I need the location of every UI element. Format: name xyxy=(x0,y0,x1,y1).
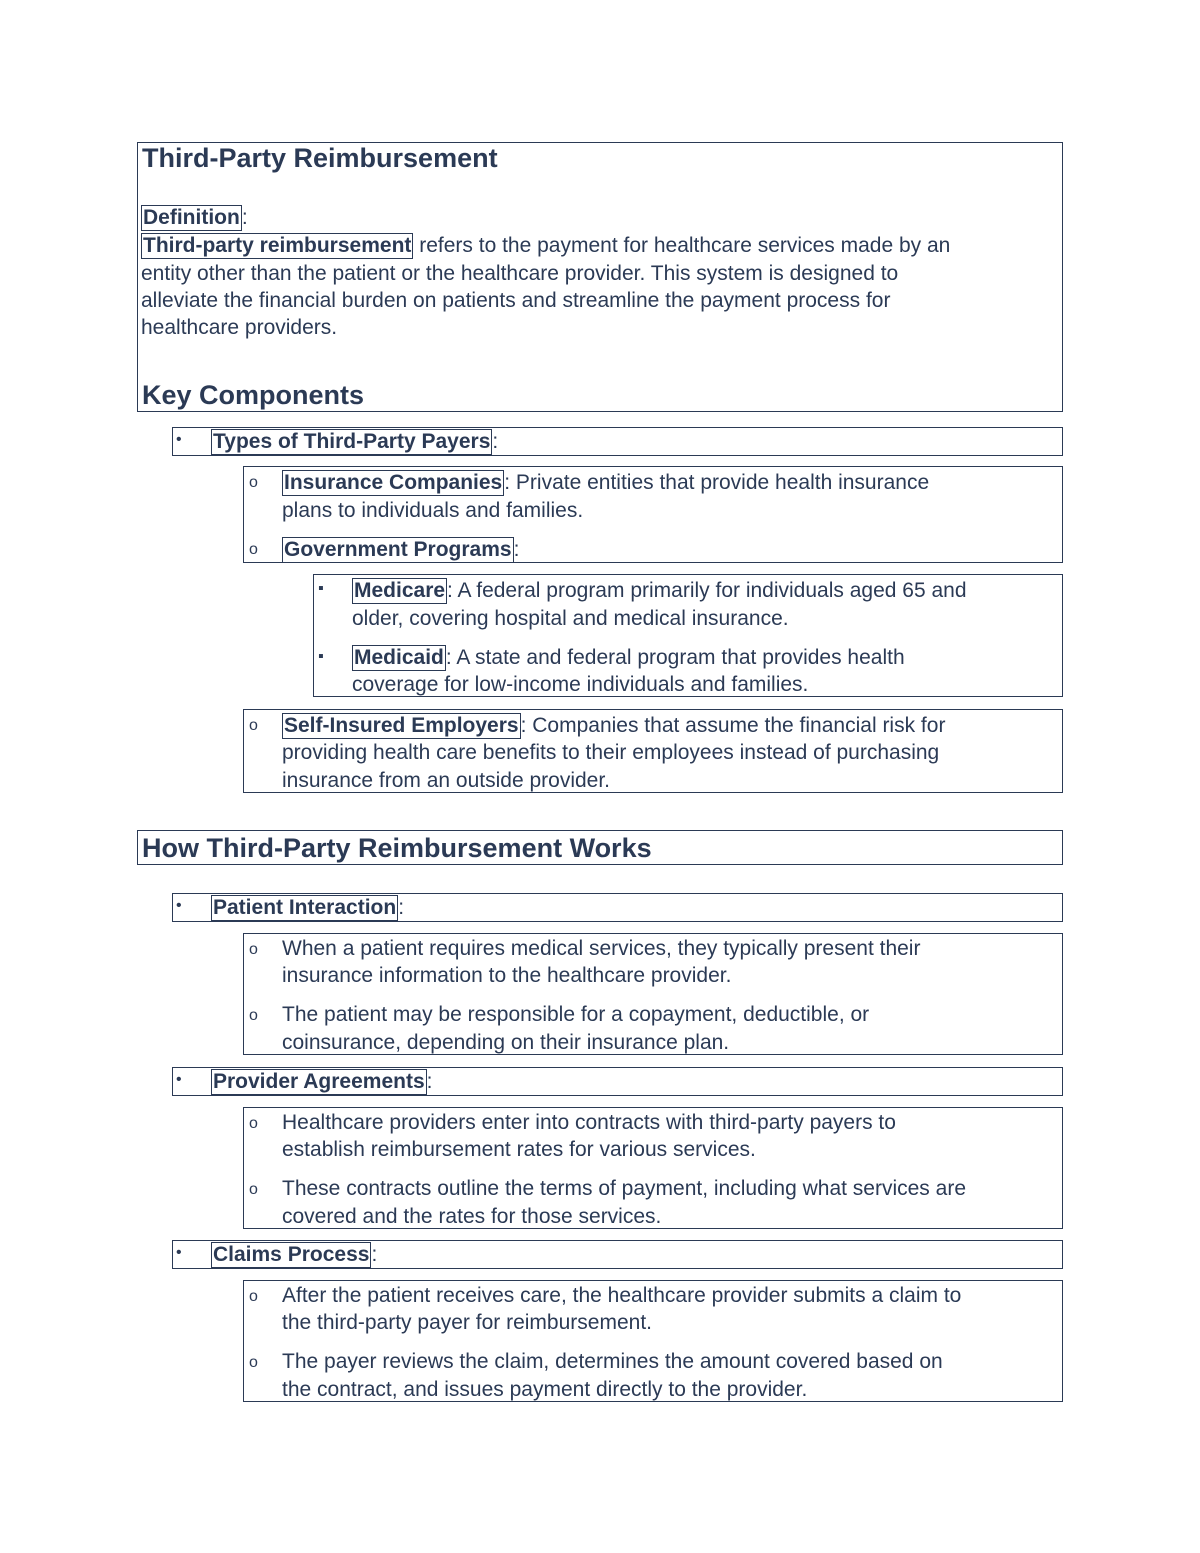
definition-line-3: alleviate the financial burden on patients and streamline the payment process for xyxy=(141,289,891,312)
self-insured-label: Self-Insured Employers xyxy=(284,714,519,737)
medicaid-text-1: : A state and federal program that provides health xyxy=(445,646,905,669)
bullet-l2: o xyxy=(249,717,258,734)
bullet-l1: • xyxy=(176,897,182,914)
document-title: Third-Party Reimbursement xyxy=(142,143,498,173)
bullet-l2: o xyxy=(249,1007,258,1024)
provider-item-2-line-2: covered and the rates for those services. xyxy=(282,1205,662,1228)
bullet-l2: o xyxy=(249,1115,258,1132)
definition-label-row xyxy=(141,204,248,232)
insurance-line-1 xyxy=(282,469,929,496)
medicare-text-1: : A federal program primarily for individuals aged 65 and xyxy=(447,579,967,602)
patient-label: Patient Interaction xyxy=(213,896,397,919)
patient-item-1-line-2: insurance information to the healthcare provider. xyxy=(282,964,732,987)
provider-item-1-line-2: establish reimbursement rates for various services. xyxy=(282,1138,756,1161)
provider-item-2-line-1: These contracts outline the terms of payment, including what services are xyxy=(282,1177,966,1200)
colon: : xyxy=(426,1070,433,1093)
claims-item-2-line-2: the contract, and issues payment directly to the provider. xyxy=(282,1378,808,1401)
definition-line-4: healthcare providers. xyxy=(141,316,338,339)
patient-item-2-line-2: coinsurance, depending on their insurance plan. xyxy=(282,1031,730,1054)
claims-item-1-line-1: After the patient receives care, the healthcare provider submits a claim to xyxy=(282,1284,962,1307)
provider-row xyxy=(211,1068,432,1095)
bullet-l1: • xyxy=(176,1244,182,1261)
claims-label: Claims Process xyxy=(213,1243,370,1266)
definition-text-1: refers to the payment for healthcare services made by an xyxy=(413,234,951,257)
claims-row xyxy=(211,1241,377,1268)
key-components-heading: Key Components xyxy=(142,380,365,410)
bullet-l2: o xyxy=(249,1354,258,1371)
medicaid-line-2: coverage for low-income individuals and families. xyxy=(352,673,809,696)
bullet-l3: ▪ xyxy=(318,580,324,597)
patient-row xyxy=(211,894,404,921)
government-label: Government Programs xyxy=(284,538,512,561)
insurance-text-1: : Private entities that provide health insurance xyxy=(504,471,930,494)
claims-item-1-line-2: the third-party payer for reimbursement. xyxy=(282,1311,652,1334)
patient-item-1-line-1: When a patient requires medical services, they typically present their xyxy=(282,937,921,960)
colon: : xyxy=(513,538,520,561)
self-insured-line-2: providing health care benefits to their employees instead of purchasing xyxy=(282,741,940,764)
colon: : xyxy=(398,896,405,919)
bullet-l2: o xyxy=(249,541,258,558)
bullet-l2: o xyxy=(249,474,258,491)
medicaid-label: Medicaid xyxy=(354,646,444,669)
medicaid-line-1 xyxy=(352,644,905,671)
bullet-l2: o xyxy=(249,1288,258,1305)
types-row xyxy=(211,428,498,455)
colon: : xyxy=(371,1243,378,1266)
self-insured-line-1 xyxy=(282,712,945,739)
government-row xyxy=(282,536,519,563)
bullet-l2: o xyxy=(249,1181,258,1198)
provider-item-1-line-1: Healthcare providers enter into contracts with third-party payers to xyxy=(282,1111,896,1134)
colon: : xyxy=(241,206,248,229)
bullet-l1: • xyxy=(176,431,182,448)
medicare-line-1 xyxy=(352,577,967,604)
definition-line-2: entity other than the patient or the healthcare provider. This system is designed to xyxy=(141,262,899,285)
medicare-line-2: older, covering hospital and medical insurance. xyxy=(352,607,789,630)
types-label: Types of Third-Party Payers xyxy=(213,430,491,453)
insurance-label: Insurance Companies xyxy=(284,471,503,494)
insurance-line-2: plans to individuals and families. xyxy=(282,499,584,522)
bullet-l1: • xyxy=(176,1071,182,1088)
self-insured-text-1: : Companies that assume the financial risk for xyxy=(520,714,946,737)
self-insured-line-3: insurance from an outside provider. xyxy=(282,769,611,792)
bullet-l3: ▪ xyxy=(318,648,324,665)
definition-line-1 xyxy=(141,232,950,260)
definition-label: Definition xyxy=(143,206,240,229)
claims-item-2-line-1: The payer reviews the claim, determines the amount covered based on xyxy=(282,1350,943,1373)
patient-item-2-line-1: The patient may be responsible for a copayment, deductible, or xyxy=(282,1003,870,1026)
provider-label: Provider Agreements xyxy=(213,1070,425,1093)
medicare-label: Medicare xyxy=(354,579,446,602)
colon: : xyxy=(492,430,499,453)
definition-term: Third-party reimbursement xyxy=(143,234,412,257)
bullet-l2: o xyxy=(249,941,258,958)
how-heading: How Third-Party Reimbursement Works xyxy=(142,833,652,863)
